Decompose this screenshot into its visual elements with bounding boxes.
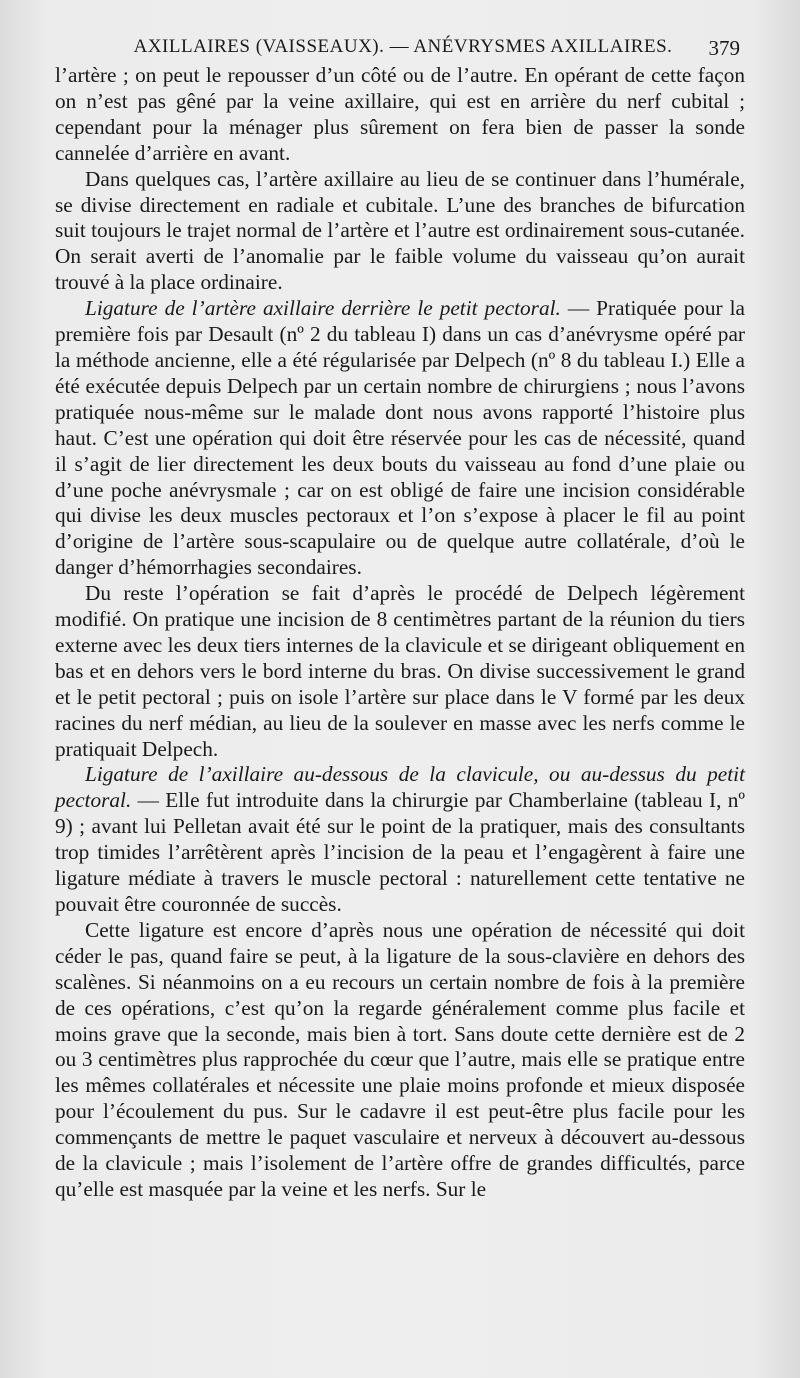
paragraph-text: l’artère ; on peut le repousser d’un côté ou de l’autre. En opérant de cette façon on n’est pas gêné par la veine axillaire, qui est en arrière du nerf cubital ; cependant pour la ménager plus sûrement on fera bien de passer la sonde cannelée d’arrière en avant.: [55, 63, 745, 165]
paragraph-4: [55, 581, 745, 762]
page-number: 379: [708, 36, 740, 60]
paragraph-text: Cette ligature est encore d’après nous une opération de nécessité qui doit céder le pas, quand faire se peut, à la ligature de la sous-clavière en dehors des scalènes. Si néanmoins on a eu recours un certain nombre de fois à la première de ces opérations, c’est qu’on la regarde généralement comme plus facile et moins grave que la seconde, mais bien à tort. Sans doute cette dernière est de 2 ou 3 centimètres plus rapprochée du cœur que l’autre, mais elle se pratique entre les mêmes collatérales et nécessite une plaie moins profonde et mieux disposée pour l’écoulement du pus. Sur le cadavre il est peut-être plus facile pour les commençants de mettre le paquet vasculaire et nerveux à découvert au-dessous de la clavicule ; mais l’isolement de l’artère offre de grandes difficultés, parce qu’elle est masquée par la veine et les nerfs. Sur le: [55, 917, 745, 1201]
body-text: [55, 63, 745, 1203]
section-heading: Ligature de l’axillaire au-dessous de la clavicule, ou au-dessus du petit pectoral.: [55, 762, 745, 813]
paragraph-3: [55, 296, 745, 581]
section-heading: Ligature de l’artère axillaire derrière le petit pectoral.: [85, 296, 561, 321]
paragraph-text: — Pratiquée pour la première fois par Desault (nº 2 du tableau I) dans un cas d’anévrysme opéré par la méthode ancienne, elle a été régularisée par Delpech (nº 8 du tableau I.) Elle a été exécutée depuis Delpech par un certain nombre de chirurgiens ; nous l’avons pratiquée nous-même sur le malade dont nous avons rapporté l’histoire plus haut. C’est une opération qui doit être réservée pour les cas de nécessité, quand il s’agit de lier directement les deux bouts du vaisseau au fond d’une plaie ou d’une poche anévrysmale ; car on est obligé de faire une incision considérable qui divise les deux muscles pectoraux et l’on s’expose à placer le fil au point d’origine de l’artère sous-scapulaire ou de quelque autre collatérale, d’où le danger d’hémorrhagies secondaires.: [55, 296, 745, 580]
paragraph-6: [55, 918, 745, 1203]
paragraph-text: Du reste l’opération se fait d’après le procédé de Delpech légèrement modifié. On pratique une incision de 8 centimètres partant de la réunion du tiers externe avec les deux tiers internes de la clavicule et se dirigeant obliquement en bas et en dehors vers le bord interne du bras. On divise successivement le grand et le petit pectoral ; puis on isole l’artère sur place dans le V formé par les deux racines du nerf médian, au lieu de la soulever en masse avec les nerfs comme le pratiquait Delpech.: [55, 581, 745, 761]
paragraph-text: — Elle fut introduite dans la chirurgie par Chamberlaine (tableau I, nº 9) ; avant lui Pelletan avait été sur le point de la pratiquer, mais des consultants trop timides l’arrêtèrent après l’incision de la peau et l’engagèrent à faire une ligature médiate à travers le muscle pectoral : naturellement cette tentative ne pouvait être couronnée de succès.: [55, 788, 745, 916]
paragraph-5: [55, 762, 745, 917]
page-header: [58, 36, 748, 66]
running-title: AXILLAIRES (VAISSEAUX). — ANÉVRYSMES AXILLAIRES.: [133, 36, 673, 57]
paragraph-2: [55, 167, 745, 297]
paragraph-text: Dans quelques cas, l’artère axillaire au lieu de se continuer dans l’humérale, se divise directement en radiale et cubitale. L’une des branches de bifurcation suit toujours le trajet normal de l’artère et l’autre est ordinairement sous-cutanée. On serait averti de l’anomalie par le faible volume du vaisseau qu’on aurait trouvé à la place ordinaire.: [55, 166, 745, 295]
paragraph-1: [55, 63, 745, 167]
